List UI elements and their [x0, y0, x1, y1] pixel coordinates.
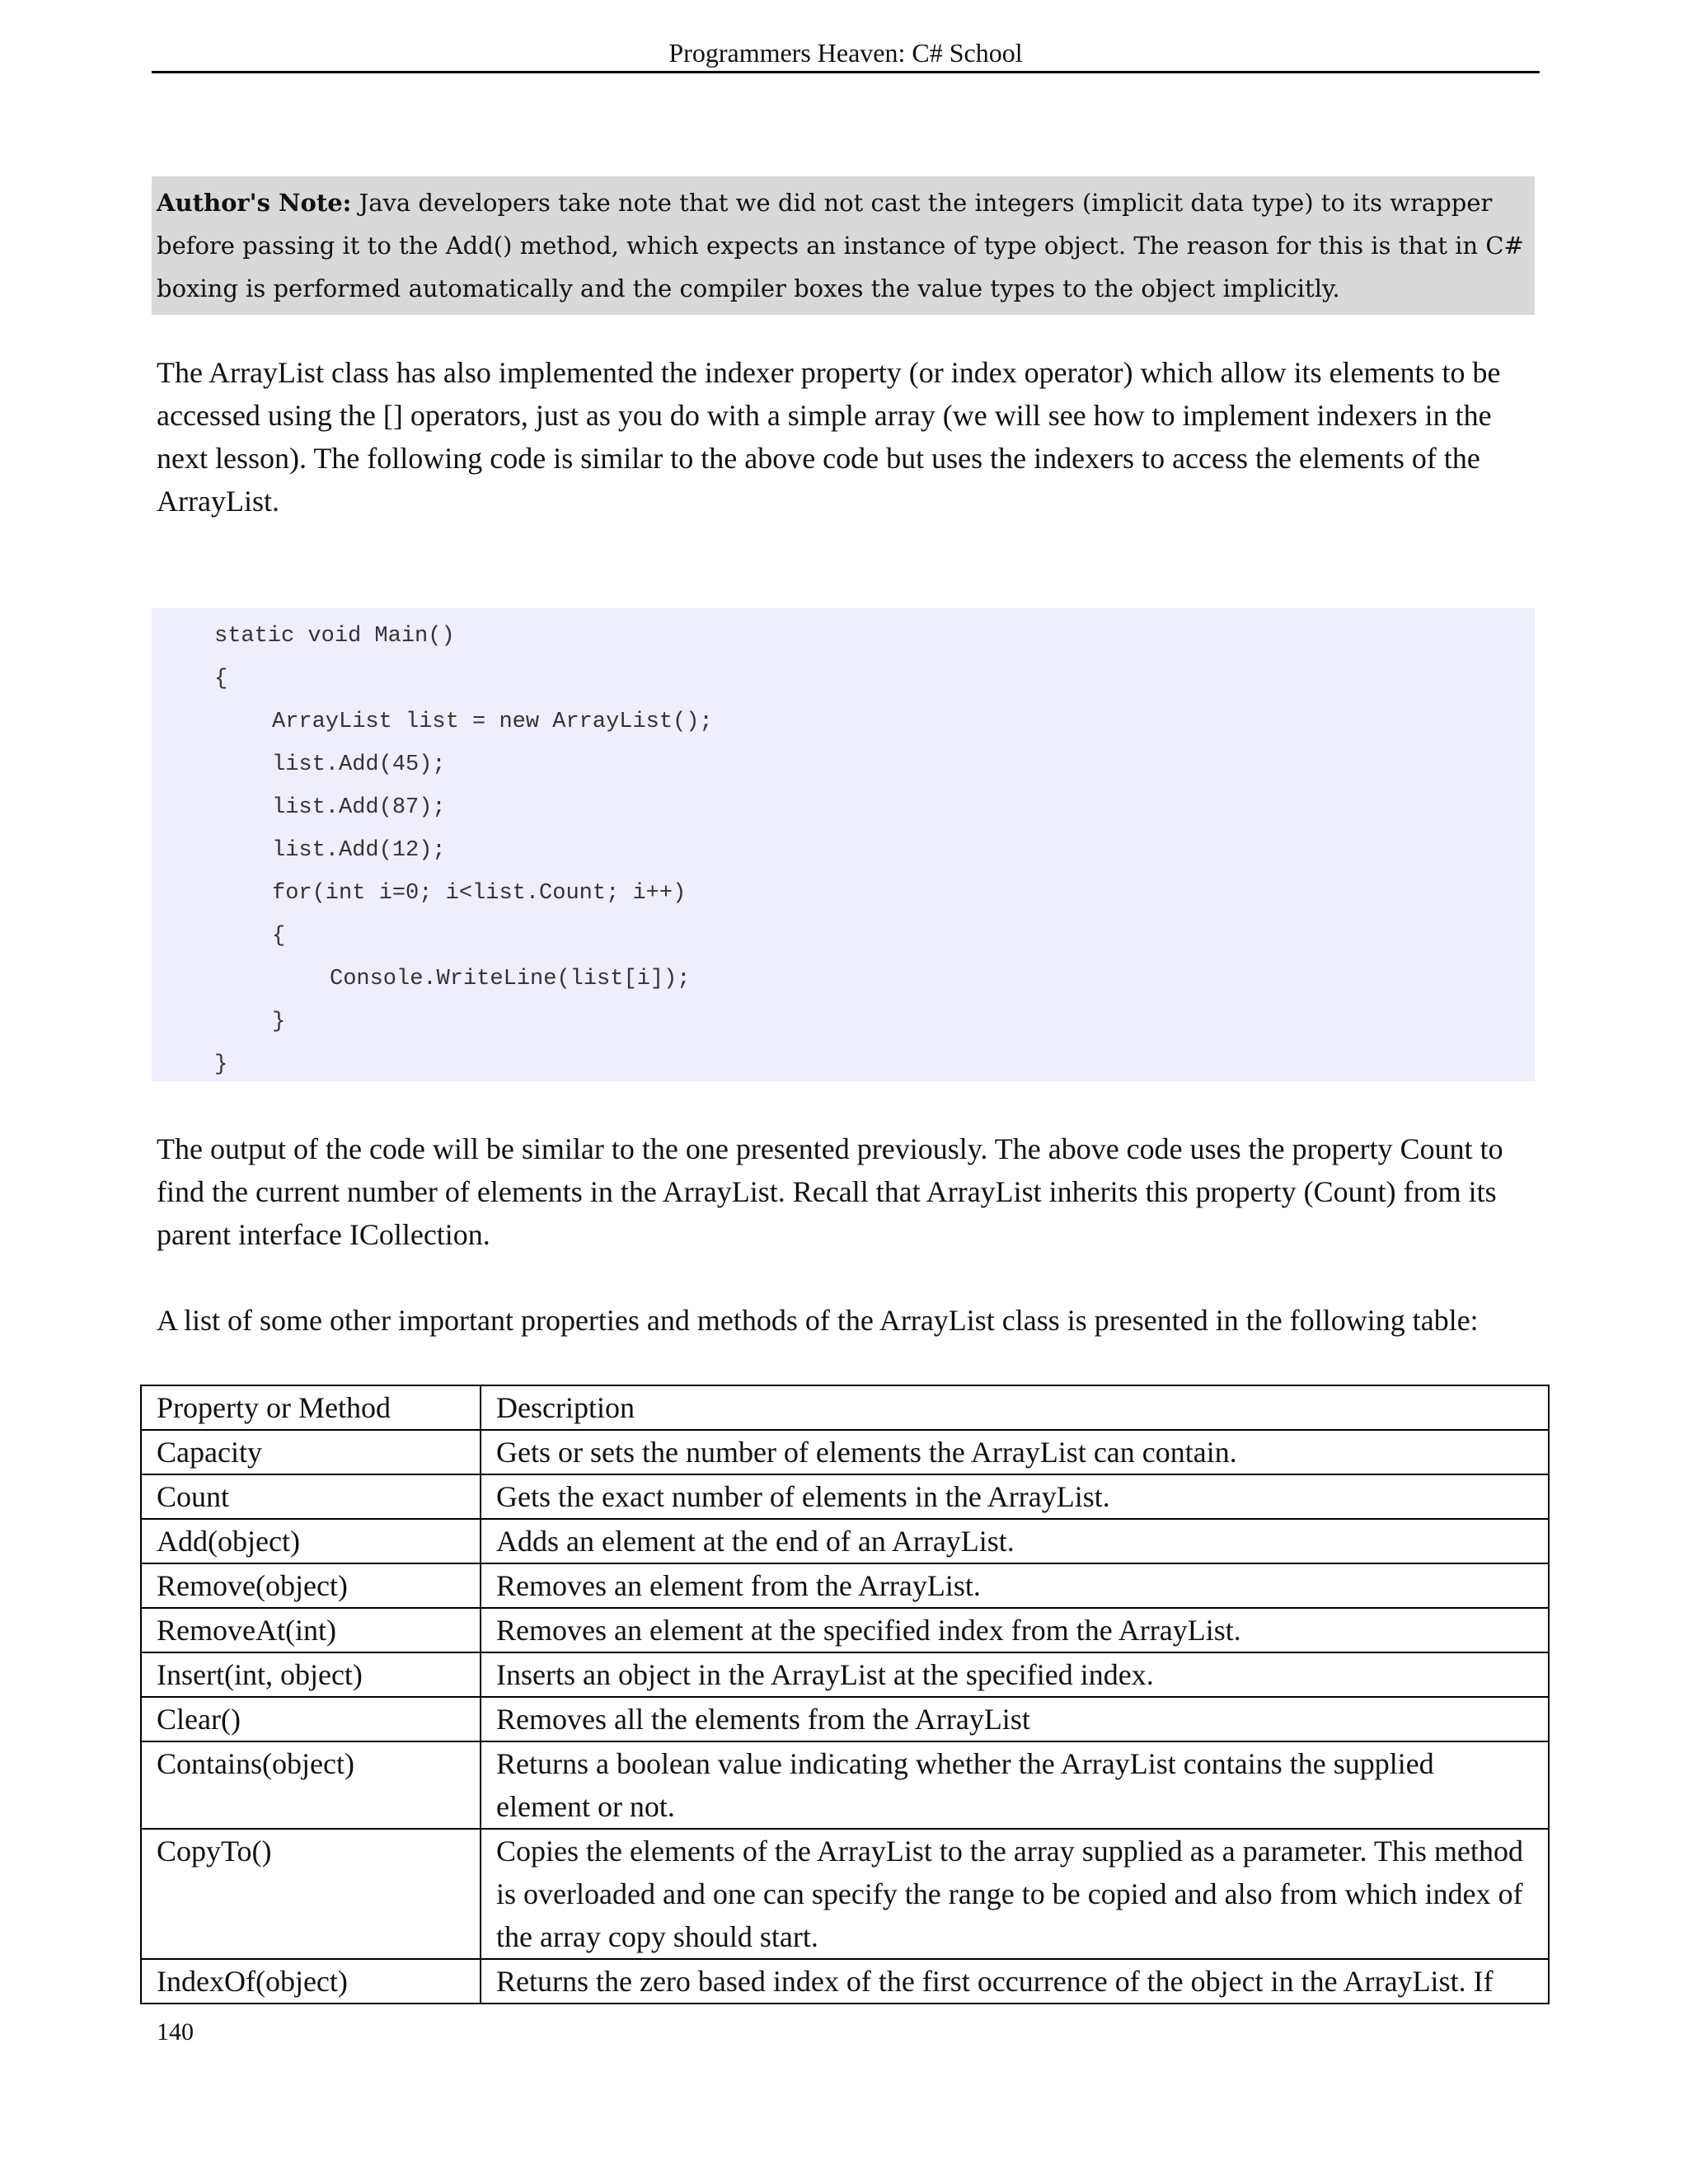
table-cell-member: Insert(int, object) [141, 1652, 481, 1697]
table-cell-member: Clear() [141, 1697, 481, 1741]
author-note-text: Java developers take note that we did not cast the integers (implicit data type) to its wrapper before passing it to the Add() method, which expects an instance of type object. The reason for this is that in C# boxing is performed automatically and the compiler boxes the value types to the object implicitly. [157, 189, 1524, 302]
code-line: for(int i=0; i<list.Count; i++) [272, 881, 687, 906]
table-cell-description: Removes an element at the specified index from the ArrayList. [481, 1608, 1549, 1652]
table-row [141, 1474, 1549, 1519]
table-cell-member: Count [141, 1474, 481, 1519]
table-row [141, 1741, 1549, 1829]
table-cell-member: Contains(object) [141, 1741, 481, 1829]
table-row [141, 1652, 1549, 1697]
page-number: 140 [157, 2018, 194, 2046]
table-cell-description: Adds an element at the end of an ArrayList. [481, 1519, 1549, 1563]
table-cell-description: Returns the zero based index of the first occurrence of the object in the ArrayList. If [481, 1959, 1549, 2004]
code-line: ArrayList list = new ArrayList(); [272, 710, 713, 734]
code-line: Console.WriteLine(list[i]); [330, 967, 691, 991]
table-cell-member: IndexOf(object) [141, 1959, 481, 2004]
table-cell-description: Removes an element from the ArrayList. [481, 1563, 1549, 1608]
code-line: static void Main() [214, 624, 455, 649]
table-cell-description: Copies the elements of the ArrayList to the array supplied as a parameter. This method is overloaded and one can specify the range to be copied and also from which index of the array copy should start. [481, 1829, 1549, 1959]
properties-methods-table [140, 1385, 1550, 2004]
author-note-label: Author's Note: [157, 189, 352, 217]
table-header-cell: Description [481, 1385, 1549, 1430]
code-line: { [272, 924, 286, 949]
table-cell-member: CopyTo() [141, 1829, 481, 1959]
table-cell-description: Gets the exact number of elements in the ArrayList. [481, 1474, 1549, 1519]
table-header-row [141, 1385, 1549, 1430]
table-row [141, 1563, 1549, 1608]
table-cell-description: Gets or sets the number of elements the ArrayList can contain. [481, 1430, 1549, 1474]
table-header-cell: Property or Method [141, 1385, 481, 1430]
indexer-intro-paragraph: The ArrayList class has also implemented the indexer property (or index operator) which allow its elements to be accessed using the [] operators, just as you do with a simple array (we will see how to implement indexers in the next lesson). The following code is similar to the above code but uses the indexers to access the elements of the ArrayList. [157, 356, 1501, 518]
code-line: list.Add(45); [272, 752, 446, 777]
table-cell-description: Removes all the elements from the ArrayList [481, 1697, 1549, 1741]
table-cell-member: Remove(object) [141, 1563, 481, 1608]
code-line: list.Add(12); [272, 838, 446, 863]
table-cell-member: Capacity [141, 1430, 481, 1474]
code-line: { [214, 667, 228, 691]
table-row [141, 1430, 1549, 1474]
table-row [141, 1608, 1549, 1652]
output-note-paragraph: The output of the code will be similar to the one presented previously. The above code uses the property Count to find the current number of elements in the ArrayList. Recall that ArrayList inherits this property (Count) from its parent interface ICollection. [157, 1132, 1503, 1251]
page-header: Programmers Heaven: C# School [152, 35, 1540, 73]
code-line: } [214, 1052, 228, 1077]
table-cell-member: Add(object) [141, 1519, 481, 1563]
table-cell-description: Inserts an object in the ArrayList at the specified index. [481, 1652, 1549, 1697]
table-cell-member: RemoveAt(int) [141, 1608, 481, 1652]
code-block [152, 608, 1535, 1081]
table-row [141, 1697, 1549, 1741]
table-row [141, 1829, 1549, 1959]
table-intro-paragraph: A list of some other important properties and methods of the ArrayList class is presented in the following table: [157, 1304, 1479, 1337]
code-line: } [272, 1010, 286, 1034]
code-line: list.Add(87); [272, 795, 446, 820]
table-row [141, 1959, 1549, 2004]
table-cell-description: Returns a boolean value indicating whether the ArrayList contains the supplied element or not. [481, 1741, 1549, 1829]
table-row [141, 1519, 1549, 1563]
author-note [152, 176, 1535, 315]
